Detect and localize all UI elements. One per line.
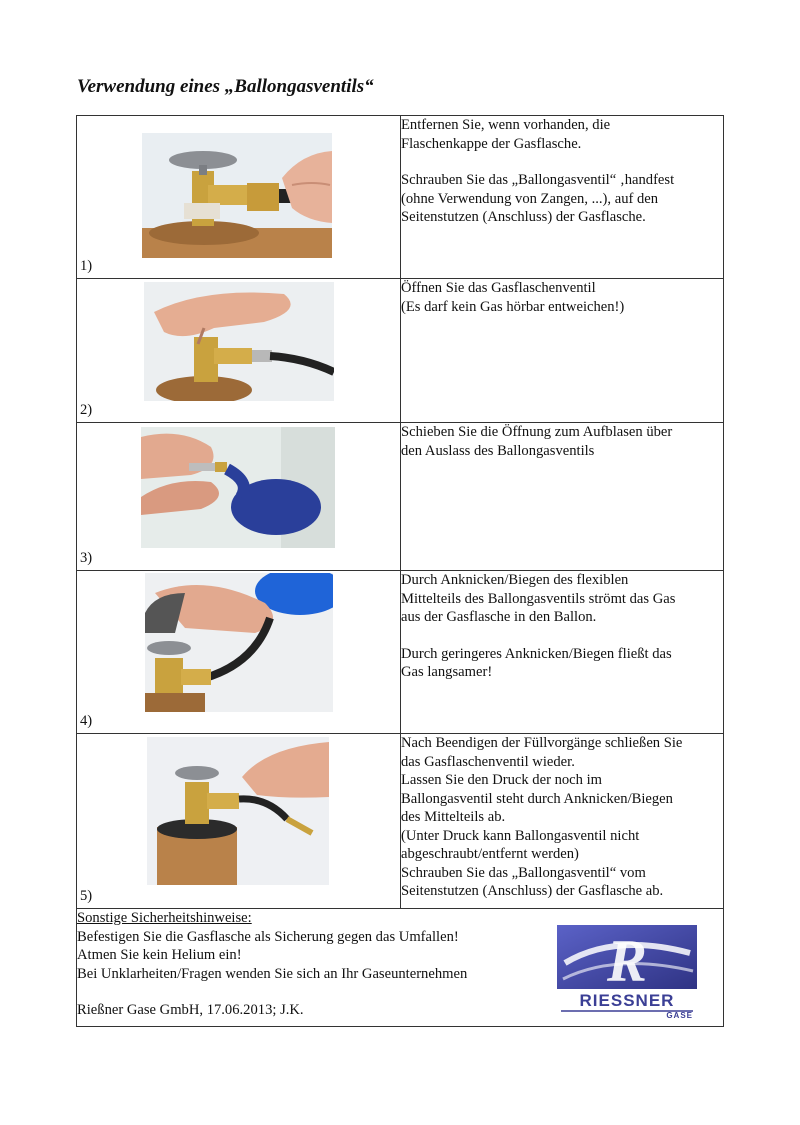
safety-note: Befestigen Sie die Gasflasche als Sicherung gegen das Umfallen! xyxy=(77,928,459,945)
page-title: Verwendung eines „Ballongasventils“ xyxy=(77,76,374,97)
safety-note: Atmen Sie kein Helium ein! xyxy=(77,947,242,963)
instruction-table xyxy=(76,115,724,1027)
safety-notes-row xyxy=(77,909,724,1027)
step-3-text xyxy=(401,423,724,571)
signature-line: Rießner Gase GmbH, 17.06.2013; J.K. xyxy=(77,1002,304,1018)
step-paragraph: Nach Beendigen der Füllvorgänge schließen Sie das Gasflaschenventil wieder. Lassen Sie den Druck der noch im Ballongasventil steht durch Anknicken/Biegen des Mittelteils ab. (Unter Druck kann Ballongasventil nicht abgeschraubt/entfernt werden) Schrauben Sie das „Ballongasventil“ vom Seitenstutzen (Anschluss) der Gasflasche ab. xyxy=(401,735,683,899)
balloon-on-nozzle-photo xyxy=(141,427,335,548)
step-number: 5) xyxy=(80,888,93,904)
step-paragraph: Durch Anknicken/Biegen des flexiblen Mittelteils des Ballongasventils strömt das Gas aus der Gasflasche in den Ballon. xyxy=(401,572,676,625)
step-number: 4) xyxy=(80,713,93,729)
step-5-text xyxy=(401,734,724,909)
step-3-image-cell xyxy=(77,423,401,571)
step-row-3 xyxy=(77,423,724,571)
step-4-image-cell xyxy=(77,571,401,734)
step-paragraph: Entfernen Sie, wenn vorhanden, die Flaschenkappe der Gasflasche. xyxy=(401,117,611,152)
step-row-1 xyxy=(77,116,724,279)
step-paragraph: Öffnen Sie das Gasflaschenventil (Es darf kein Gas hörbar entweichen!) xyxy=(401,280,625,315)
step-2-text xyxy=(401,279,724,423)
step-4-text xyxy=(401,571,724,734)
open-cylinder-valve-photo xyxy=(144,282,334,401)
safety-notes-cell xyxy=(77,909,724,1027)
valve-attach-photo xyxy=(142,133,332,258)
step-row-4 xyxy=(77,571,724,734)
step-number: 1) xyxy=(80,258,93,274)
svg-text:R: R xyxy=(606,928,648,994)
step-number: 3) xyxy=(80,550,93,566)
step-paragraph: Durch geringeres Anknicken/Biegen fließt das Gas langsamer! xyxy=(401,645,672,680)
svg-text:RIESSNER: RIESSNER xyxy=(579,991,675,1010)
riessner-gase-logo xyxy=(555,923,699,1019)
step-paragraph: Schieben Sie die Öffnung zum Aufblasen über den Auslass des Ballongasventils xyxy=(401,424,673,459)
safety-note: Bei Unklarheiten/Fragen wenden Sie sich an Ihr Gaseunternehmen xyxy=(77,965,468,982)
step-number: 2) xyxy=(80,402,93,418)
bend-hose-filling-photo xyxy=(145,573,333,712)
step-1-text xyxy=(401,116,724,279)
step-row-5 xyxy=(77,734,724,909)
step-paragraph: Schrauben Sie das „Ballongasventil“ ‚handfest (ohne Verwendung von Zangen, ...), auf den Seitenstutzen (Anschluss) der Gasflasche. xyxy=(401,172,675,225)
step-2-image-cell xyxy=(77,279,401,423)
step-row-2 xyxy=(77,279,724,423)
svg-text:GASE: GASE xyxy=(666,1011,693,1019)
close-valve-photo xyxy=(147,737,329,885)
safety-notes-heading: Sonstige Sicherheitshinweise: xyxy=(77,910,252,926)
step-1-image-cell xyxy=(77,116,401,279)
step-5-image-cell xyxy=(77,734,401,909)
